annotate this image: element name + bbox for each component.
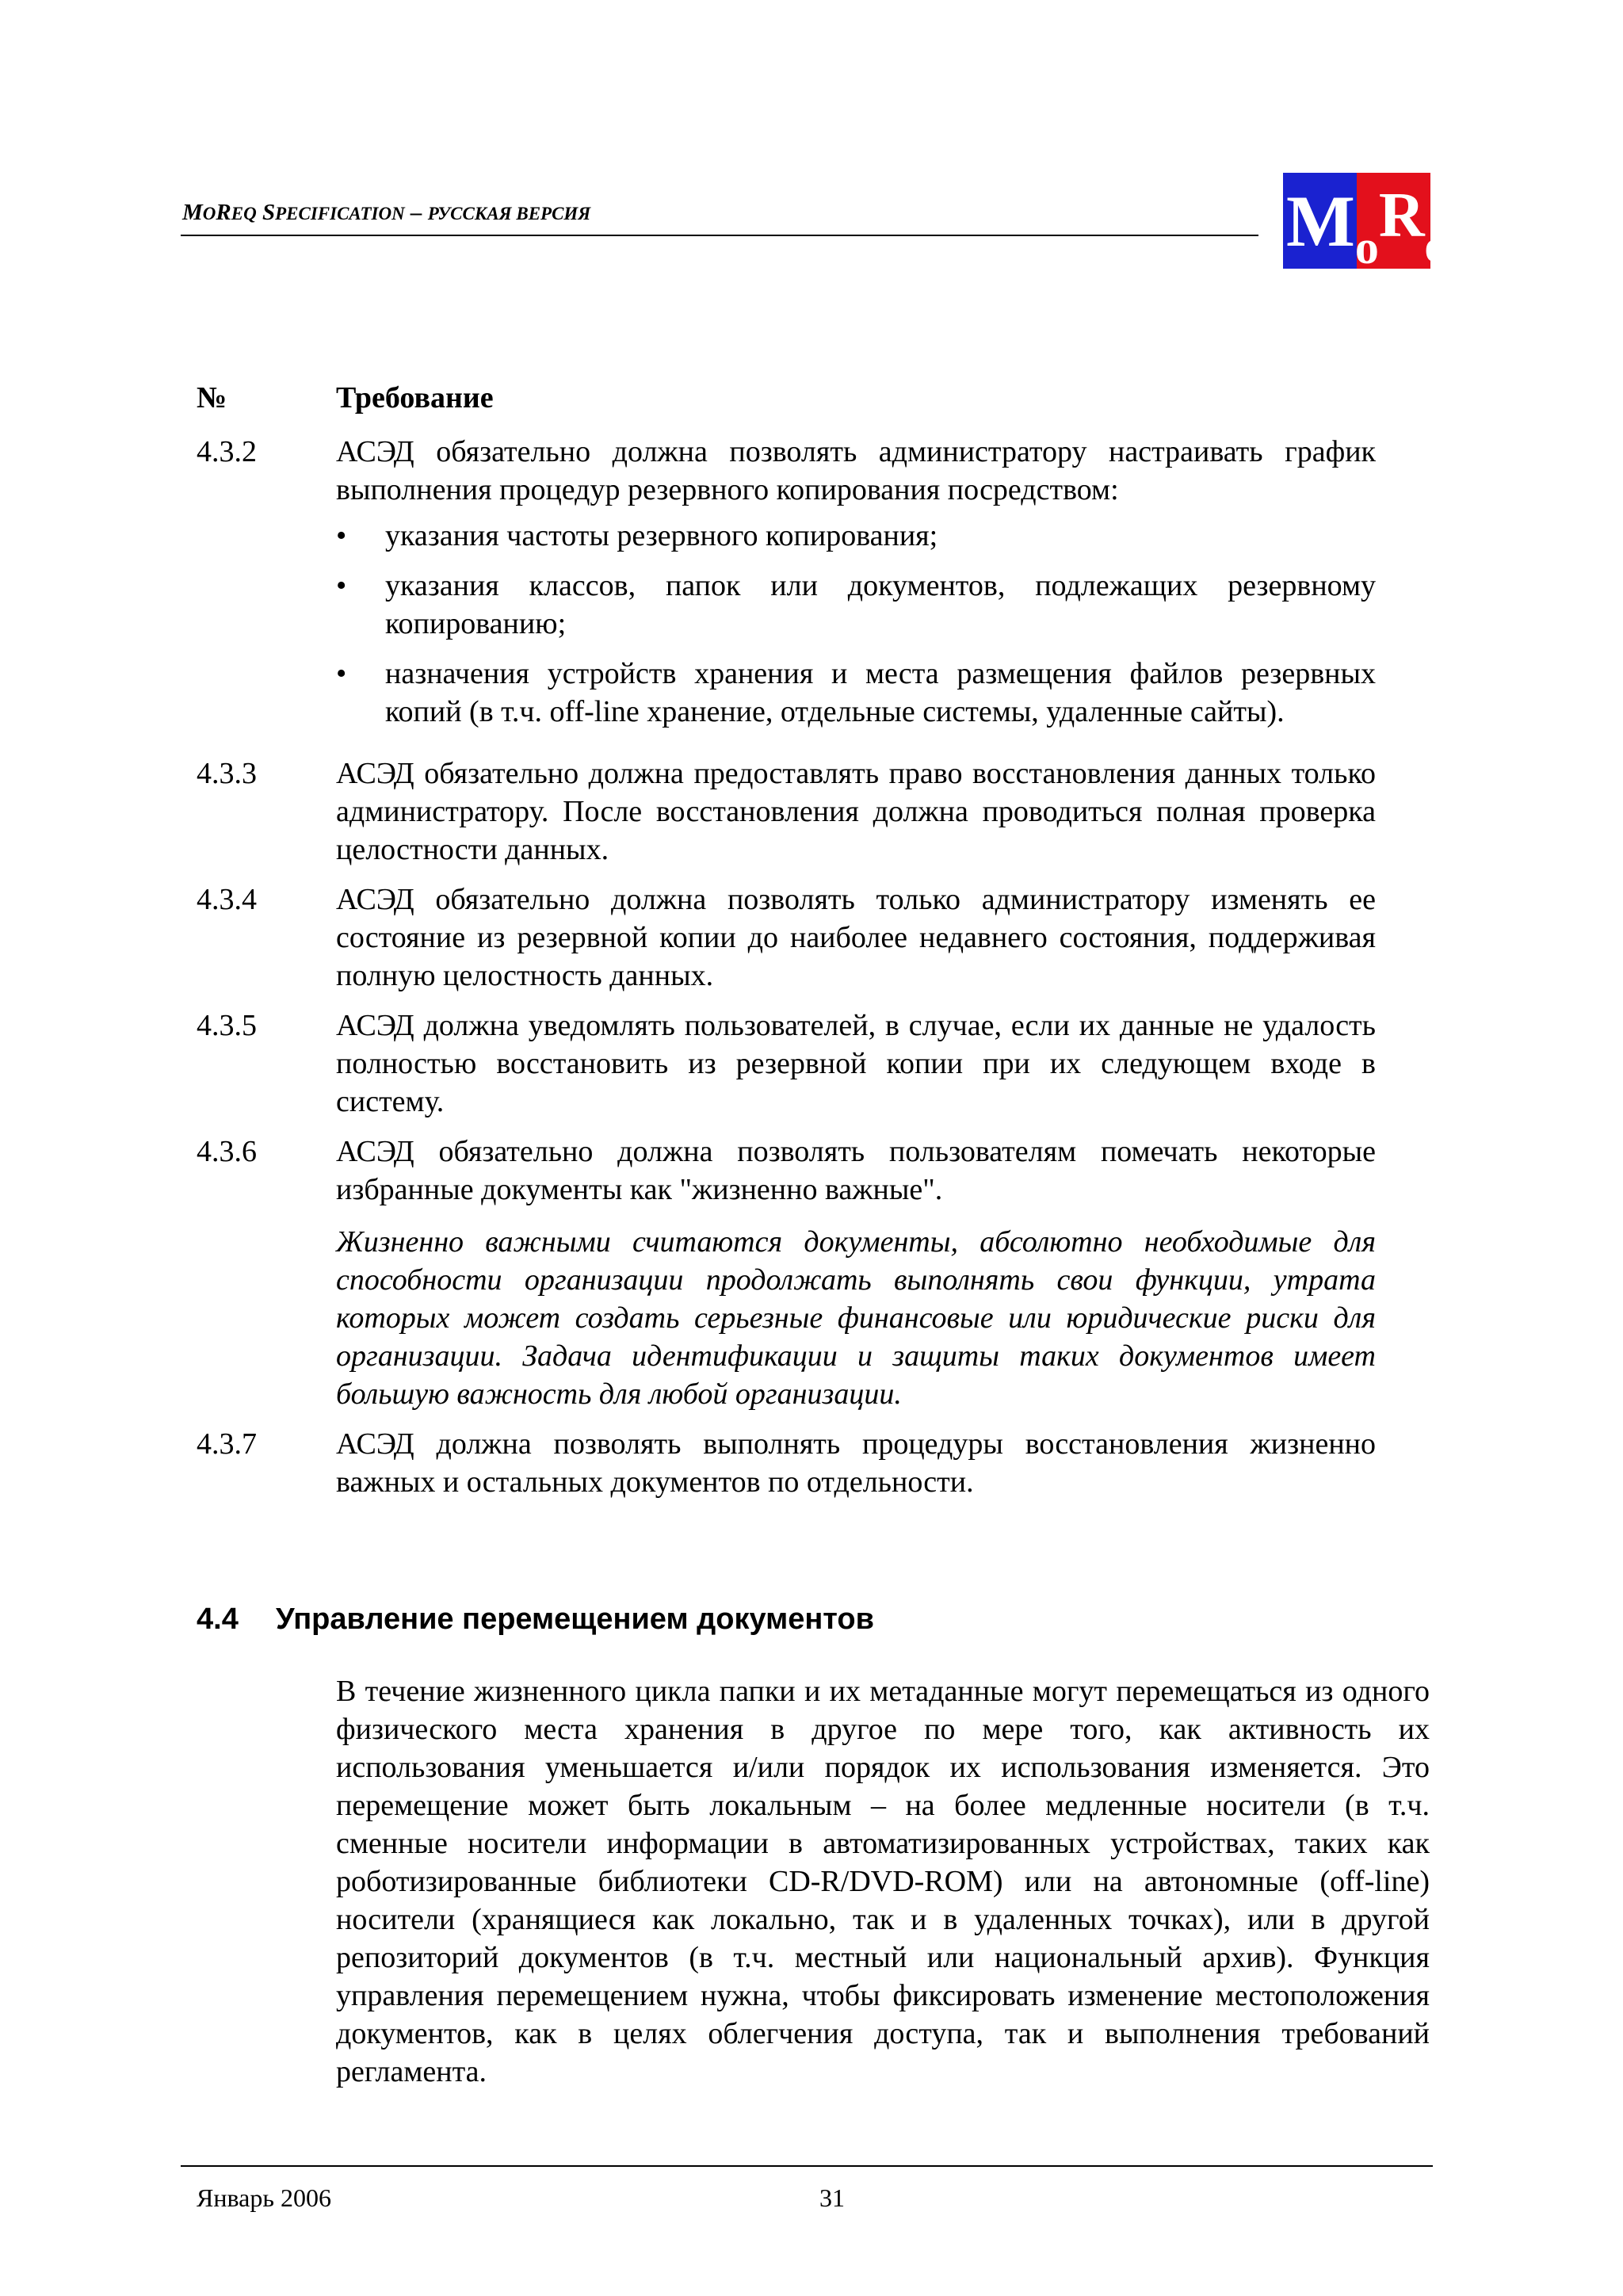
requirement-body [336,1133,1376,1413]
section-paragraph: В течение жизненного цикла папки и их метаданные могут перемещаться из одного физического места хранения в другое по мере того, как активность их использования уменьшается и/или порядок их использования изменяется. Это перемещение может быть локальным – на более медленные носители (в т.ч. сменные носители информации в автоматизированных устройствах, таких как роботизированные библиотеки CD-R/DVD-ROM) или на автономные (off-line) носители (хранящиеся как локально, так и в удаленных точках), или в другой репозиторий документов (в т.ч. местный или национальный архив). Функция управления перемещением нужна, чтобы фиксировать изменение местоположения документов, как в целях облегчения доступа, так и выполнения требований регламента. [336,1675,1430,2088]
title-part: O [202,204,216,223]
header-title [182,200,590,226]
title-part: S [262,200,276,225]
title-part: – [404,200,428,225]
requirement-number: 4.3.4 [197,883,257,916]
requirement-number: 4.3.5 [197,1009,257,1042]
requirements-table [197,379,1376,1513]
logo-letter: o [1354,221,1379,273]
list-item [336,655,1376,731]
requirement-text: АСЭД обязательно должна позволять только администратору изменять ее состояние из резервной копии до наиболее недавнего состояния, поддерживая полную целостность данных. [336,883,1376,992]
requirement-text: АСЭД обязательно должна позволять пользователям помечать некоторые избранные документы как "жизненно важные". [336,1135,1376,1206]
footer-date: Январь 2006 [197,2183,331,2212]
title-part: PECIFICATION [275,204,405,223]
requirement-text: АСЭД должна позволять выполнять процедуры восстановления жизненно важных и остальных документов по отдельности. [336,1427,1376,1499]
column-header-number: № [197,381,227,415]
requirement-number: 4.3.7 [197,1427,257,1461]
title-part: EQ [231,204,257,223]
logo-letter: R [1378,181,1425,250]
page-number: 31 [819,2183,845,2212]
list-item [336,517,1376,555]
bullet-list [336,517,1376,731]
table-row [197,881,1376,995]
bullet-icon: • [336,657,347,690]
bullet-icon: • [336,569,347,602]
requirement-body [336,881,1376,995]
table-row [197,1007,1376,1121]
table-row [197,755,1376,869]
header-divider [181,235,1258,236]
requirement-text: АСЭД обязательно должна позволять администратору настраивать график выполнения процедур резервного копирования посредством: [336,435,1376,506]
title-part: M [182,200,203,225]
logo-letter: M [1286,181,1355,262]
requirement-number: 4.3.6 [197,1135,257,1168]
requirement-text: АСЭД обязательно должна предоставлять право восстановления данных только администратору. После восстановления должна проводиться полная проверка целостности данных. [336,757,1376,866]
list-item-text: назначения устройств хранения и места размещения файлов резервных копий (в т.ч. off-line хранение, отдельные системы, удаленные сайты). [385,657,1376,728]
moreq-logo [1283,173,1471,273]
requirement-body [336,433,1376,743]
column-header-requirement: Требование [336,381,494,415]
table-header-row [197,379,1376,417]
requirement-number: 4.3.3 [197,757,257,790]
table-row [197,1425,1376,1501]
requirement-body [336,1425,1376,1501]
bullet-icon: • [336,519,347,552]
section-title: Управление перемещением документов [276,1603,874,1636]
title-part: РУССКАЯ ВЕРСИЯ [427,204,591,223]
footer-divider [181,2165,1433,2167]
table-row [197,433,1376,743]
logo-letter: eq [1424,220,1471,272]
list-item-text: указания частоты резервного копирования; [385,519,938,552]
list-item [336,567,1376,643]
requirement-note: Жизненно важными считаются документы, абсолютно необходимые для способности организации продолжать выполнять свои функции, утрата которых может создать серьезные финансовые или юридические риски для организации. Задача идентификации и защиты таких документов имеет большую важность для любой организации. [336,1225,1376,1411]
requirement-text: АСЭД должна уведомлять пользователей, в случае, если их данные не удалость полностью восстановить из резервной копии при их следующем входе в систему. [336,1009,1376,1118]
table-row [197,1133,1376,1413]
requirement-body [336,755,1376,869]
logo-text [1286,179,1471,273]
requirement-number: 4.3.2 [197,435,257,468]
list-item-text: указания классов, папок или документов, подлежащих резервному копированию; [385,569,1376,640]
requirement-body [336,1007,1376,1121]
section-number: 4.4 [197,1603,239,1636]
section-heading [197,1603,874,1637]
title-part: R [216,200,231,225]
